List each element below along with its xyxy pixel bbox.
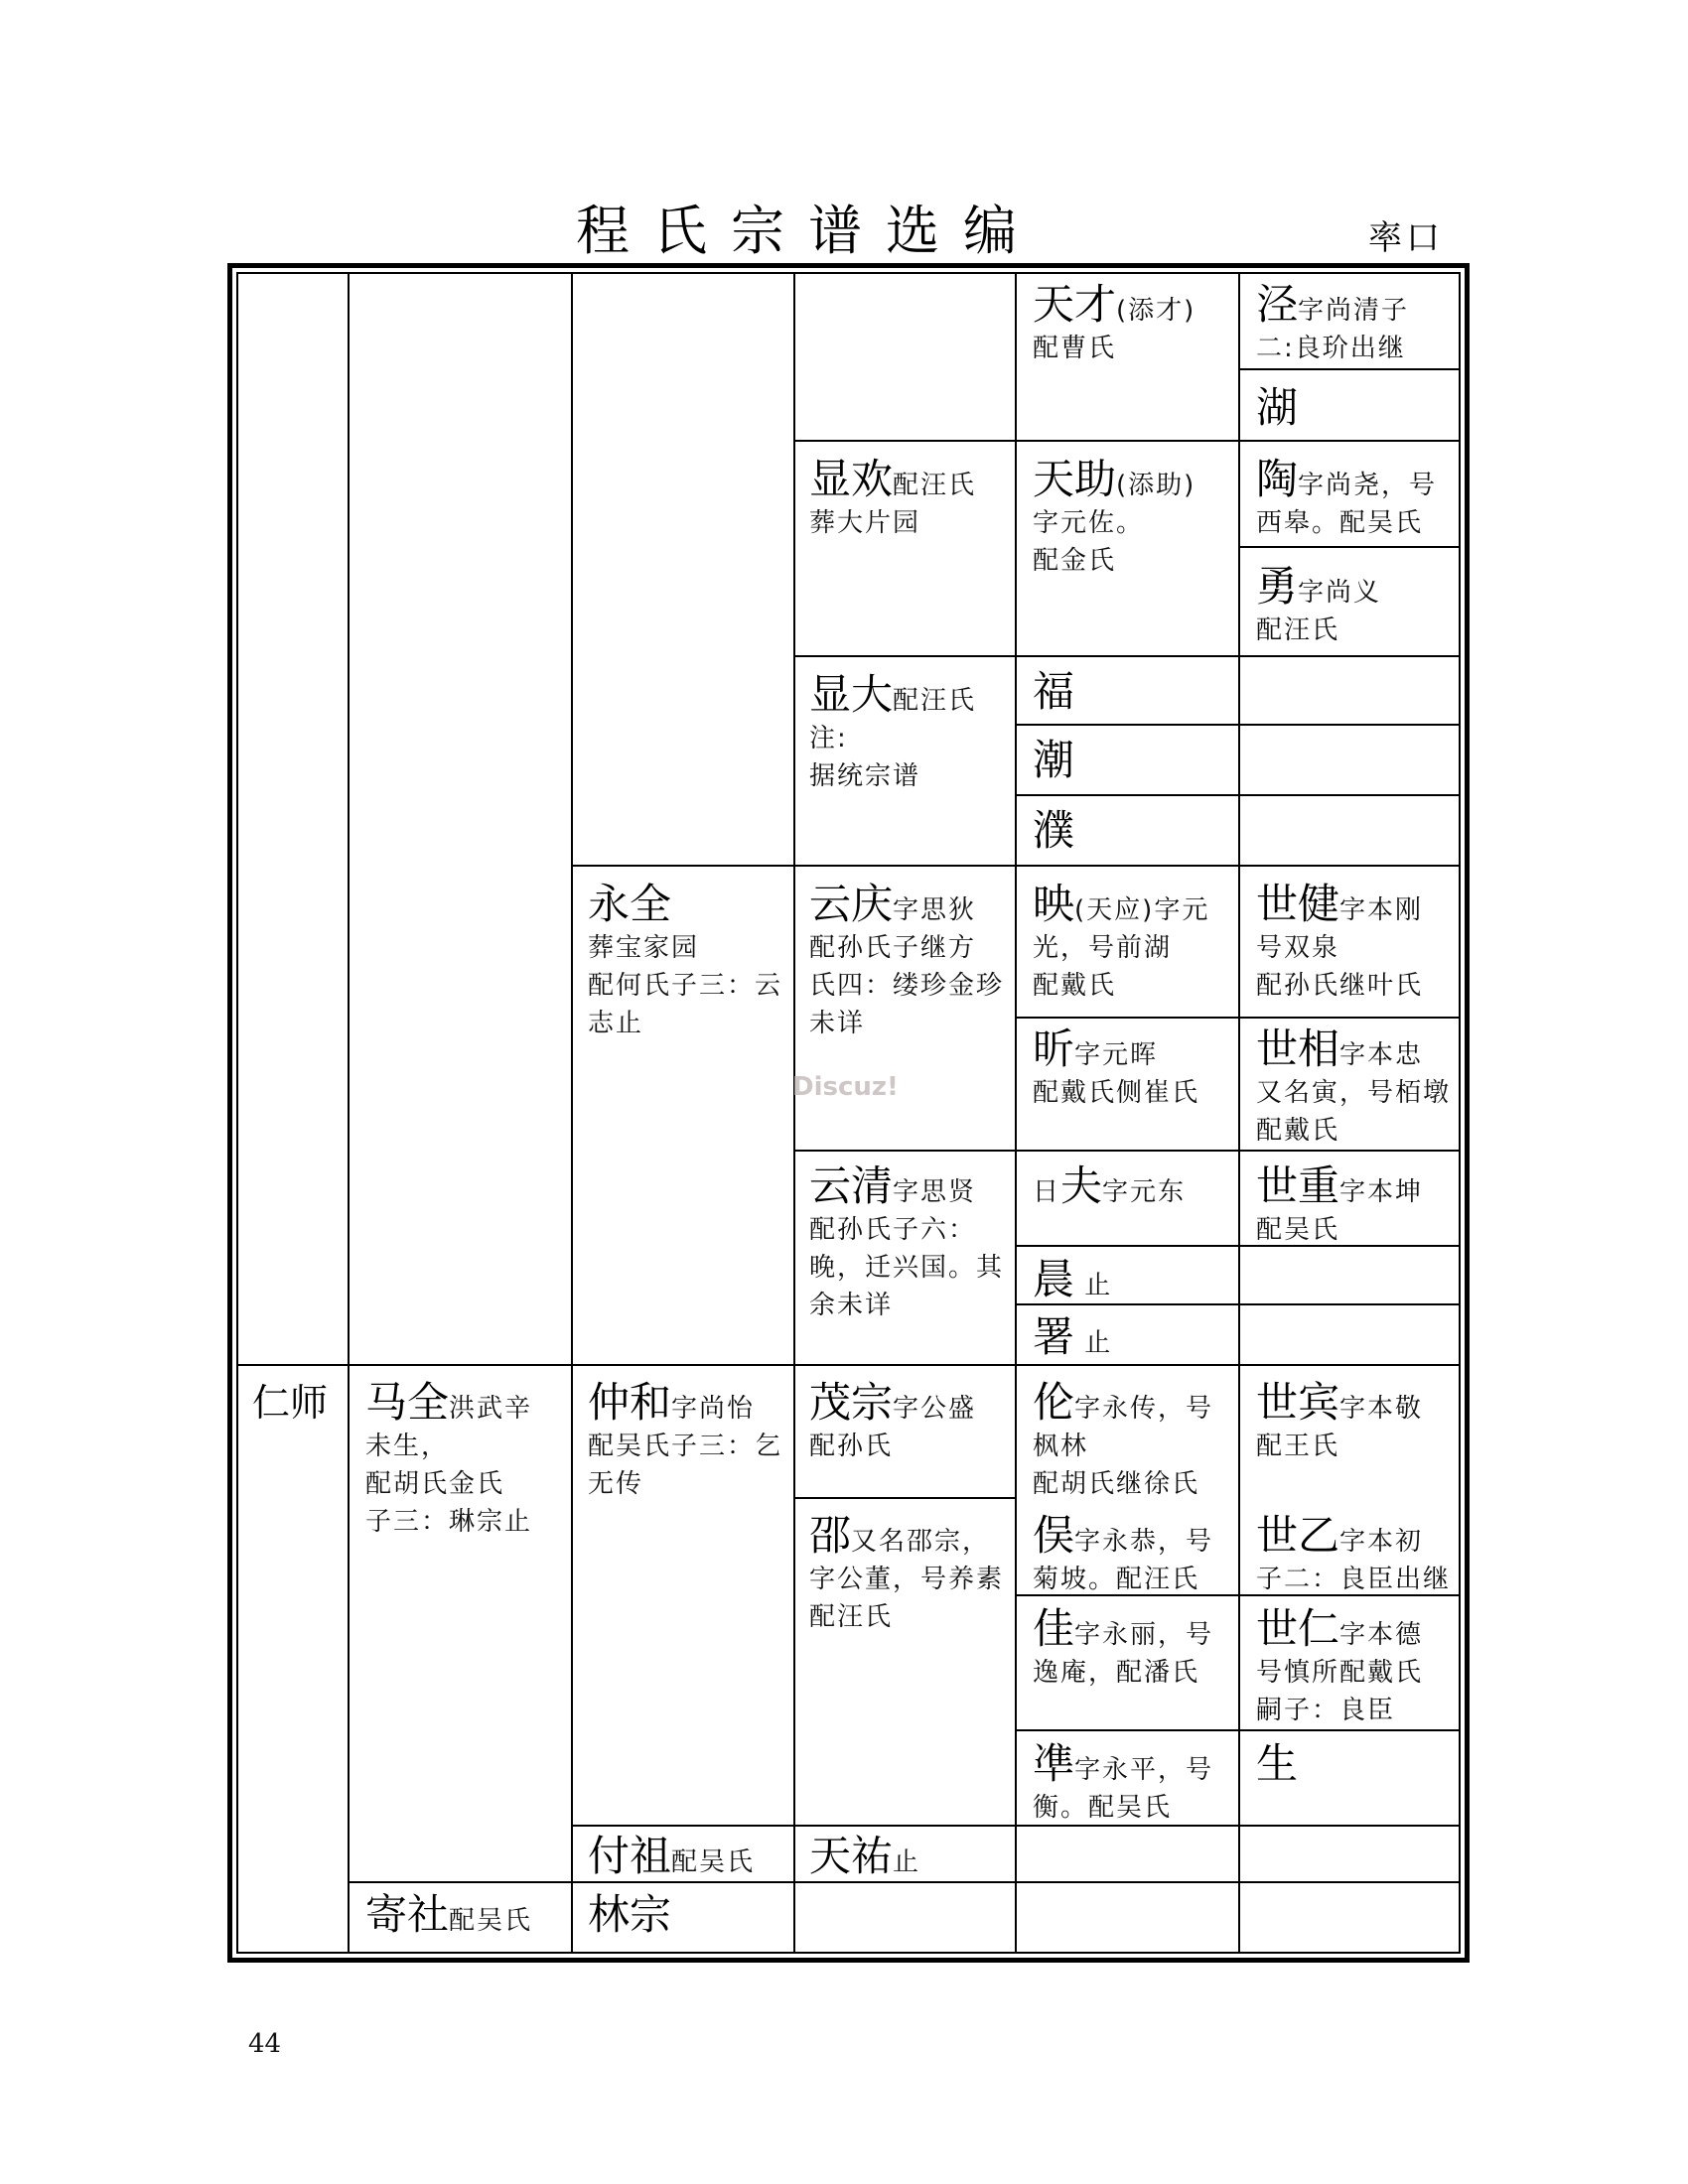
row-divider [793, 655, 1460, 657]
entry-desc: 字本刚 [1339, 895, 1424, 925]
entry-yunqing2 [809, 1161, 1013, 1324]
entry-shao [809, 1511, 1013, 1636]
entry-shijian [1256, 880, 1460, 1005]
entry-note: 配吴氏子三：乞 [588, 1432, 783, 1461]
person-name: 世相 [1256, 1024, 1340, 1073]
entry-desc: 配汪氏 [893, 686, 977, 716]
entry-tianzhu [1033, 455, 1231, 580]
entry-linzong [588, 1890, 791, 1940]
row-divider [793, 440, 1460, 442]
entry-note: 逸庵，配潘氏 [1033, 1658, 1200, 1688]
entry-desc: 字尚尧，号 [1298, 471, 1438, 500]
person-name: 世健 [1256, 880, 1340, 928]
row-divider [1015, 1017, 1460, 1019]
entry-desc: 字思狄 [893, 895, 977, 925]
person-name: 署 [1033, 1312, 1075, 1361]
row-divider [1015, 794, 1460, 796]
column-divider [1238, 272, 1240, 1954]
row-divider [571, 1825, 1460, 1827]
entry-desc: 字本德 [1339, 1620, 1424, 1650]
entry-shizhong [1256, 1161, 1460, 1249]
person-name: 天祐 [809, 1832, 894, 1880]
page-title: 程氏宗谱选编 [576, 200, 1041, 262]
entry-note: 字公董，号养素 [809, 1565, 1005, 1594]
entry-note: 光，号前湖 [1033, 933, 1173, 963]
entry-fu [1033, 667, 1231, 717]
entry-note: 配金氏 [1033, 546, 1117, 576]
entry-note: 西皋。配吴氏 [1256, 508, 1424, 538]
entry-desc: 字思贤 [893, 1177, 977, 1207]
row-divider [793, 1497, 1015, 1499]
entry-note: 葬宝家园 [588, 933, 700, 963]
entry-note: 配吴氏 [1256, 1215, 1340, 1245]
person-name: 勇 [1256, 562, 1299, 611]
entry-desc: 字尚义 [1298, 578, 1382, 608]
entry-desc: 字本敬 [1339, 1394, 1424, 1424]
entry-note: 葬大片园 [809, 508, 921, 538]
person-name: 泾 [1256, 280, 1299, 329]
alt-name: (添助) [1116, 471, 1196, 500]
entry-desc: 字永传，号 [1074, 1394, 1214, 1424]
table-inner-border-top [236, 272, 1461, 274]
person-name: 显大 [809, 670, 894, 719]
column-divider [348, 272, 350, 1954]
person-name: 映 [1033, 880, 1075, 928]
entry-note: 未生， [365, 1432, 450, 1461]
person-name: 世乙 [1256, 1511, 1340, 1560]
entry-desc: 洪武辛 [449, 1394, 533, 1424]
person-name: 付祖 [588, 1832, 672, 1880]
entry-note: 配孙氏 [809, 1432, 894, 1461]
entry-desc: 字永恭，号 [1074, 1527, 1214, 1557]
person-name: 陶 [1256, 455, 1299, 503]
entry-desc: 字公盛 [893, 1394, 977, 1424]
row-divider [236, 1364, 1460, 1366]
entry-sheng [1256, 1739, 1460, 1789]
entry-prefix: 日 [1033, 1177, 1061, 1207]
column-divider [571, 272, 573, 1954]
entry-desc: 配汪氏 [893, 471, 977, 500]
entry-note: 据统宗谱 [809, 761, 921, 791]
entry-note: 配胡氏金氏 [365, 1469, 505, 1499]
row-divider [1015, 724, 1460, 726]
entry-note: 无传 [588, 1469, 644, 1499]
entry-note: 晚，迁兴国。其 [809, 1253, 1005, 1283]
entry-chao [1033, 736, 1231, 785]
entry-note: 配戴氏 [1256, 1116, 1340, 1146]
entry-note: 配孙氏子六： [809, 1215, 977, 1245]
entry-fu2 [1033, 1161, 1236, 1211]
entry-note: 配戴氏侧崔氏 [1033, 1078, 1200, 1108]
entry-shibin [1256, 1378, 1460, 1465]
entry-maozong [809, 1378, 1013, 1465]
entry-zhun [1033, 1739, 1236, 1827]
entry-desc: 字本忠 [1339, 1040, 1424, 1070]
person-name: 夫 [1060, 1161, 1103, 1210]
entry-desc: 字永平，号 [1074, 1755, 1214, 1785]
entry-chen [1033, 1255, 1236, 1304]
entry-desc: 字永丽，号 [1074, 1620, 1214, 1650]
person-name: 茂宗 [809, 1378, 894, 1427]
person-name: 俣 [1033, 1511, 1075, 1560]
entry-note: 子三：琳宗止 [365, 1507, 533, 1537]
person-name: 林宗 [588, 1890, 672, 1939]
person-name: 显欢 [809, 455, 894, 503]
entry-note: 二:良玠出继 [1256, 334, 1406, 363]
entry-note: 号慎所配戴氏 [1256, 1658, 1424, 1688]
entry-note: 余未详 [809, 1291, 894, 1320]
alt-name: (添才) [1116, 296, 1196, 326]
entry-maquan [365, 1378, 569, 1541]
person-name: 寄社 [365, 1890, 450, 1939]
place-label: 率口 [1368, 218, 1444, 258]
entry-fuzu [588, 1832, 791, 1881]
entry-tiancai [1033, 280, 1231, 367]
watermark: Discuz! [792, 1072, 899, 1102]
entry-yong [1256, 562, 1455, 649]
column-divider [1015, 272, 1017, 1954]
person-name: 生 [1256, 1739, 1299, 1788]
entry-desc: 配吴氏 [671, 1847, 756, 1877]
person-name: 世重 [1256, 1161, 1340, 1210]
entry-xianda [809, 670, 1008, 795]
entry-shiyi [1256, 1511, 1460, 1598]
person-name: 濮 [1033, 806, 1075, 855]
person-name: 永全 [588, 880, 672, 928]
person-name: 福 [1033, 667, 1075, 716]
entry-shu [1033, 1312, 1236, 1362]
entry-note: 配王氏 [1256, 1432, 1340, 1461]
entry-note: 配汪氏 [809, 1602, 894, 1632]
person-name: 世仁 [1256, 1604, 1340, 1653]
entry-note: 配汪氏 [1256, 615, 1340, 645]
person-name: 云清 [809, 1161, 894, 1210]
entry-desc: 字元东 [1102, 1177, 1187, 1207]
entry-note: 配孙氏继叶氏 [1256, 971, 1424, 1001]
entry-note: 衡。配吴氏 [1033, 1793, 1173, 1823]
entry-xianhuan [809, 455, 1008, 542]
person-name: 潮 [1033, 736, 1075, 784]
entry-shixiang [1256, 1024, 1460, 1150]
entry-desc: 配吴氏 [449, 1906, 533, 1936]
person-name: 邵 [809, 1511, 852, 1560]
entry-note: 号双泉 [1256, 933, 1340, 963]
entry-xin [1033, 1024, 1236, 1112]
page-number: 44 [248, 2029, 282, 2059]
entry-desc: 字尚清子 [1298, 296, 1410, 326]
column-divider [793, 272, 795, 1954]
person-name: 仲和 [588, 1378, 672, 1427]
entry-desc: 止 [1084, 1328, 1113, 1358]
entry-desc: 字元晖 [1074, 1040, 1159, 1070]
entry-note: 配曹氏 [1033, 334, 1117, 363]
person-name: 昕 [1033, 1024, 1075, 1073]
entry-note: 字元佐。 [1033, 508, 1145, 538]
entry-desc: 止 [1084, 1271, 1113, 1300]
person-name: 湖 [1256, 383, 1299, 432]
entry-note: 氏四：缕珍金珍 [809, 971, 1005, 1001]
entry-yu [1033, 1511, 1236, 1598]
entry-yunqing [809, 880, 1013, 1042]
entry-ying [1033, 880, 1236, 1005]
entry-desc: 字本坤 [1339, 1177, 1424, 1207]
entry-note: 注: [809, 724, 848, 753]
entry-desc: 又名邵宗， [851, 1527, 991, 1557]
row-divider [571, 865, 1460, 867]
entry-jia [1033, 1604, 1236, 1692]
person-name: 佳 [1033, 1604, 1075, 1653]
table-inner-border-bottom [236, 1952, 1461, 1954]
entry-desc: 字元 [1154, 895, 1210, 925]
row-divider [348, 1881, 1460, 1883]
entry-note: 子二：良臣出继 [1256, 1565, 1452, 1594]
entry-yongquan [588, 880, 786, 1042]
entry-lun [1033, 1378, 1236, 1503]
entry-note: 配戴氏 [1033, 971, 1117, 1001]
entry-pu [1033, 806, 1231, 856]
person-name: 凖 [1033, 1739, 1075, 1788]
person-name: 天才 [1033, 280, 1117, 329]
entry-note: 配孙氏子继方 [809, 933, 977, 963]
entry-jing [1256, 280, 1455, 367]
entry-note: 配何氏子三：云 [588, 971, 783, 1001]
entry-zhonghe [588, 1378, 791, 1503]
person-name: 仁师 [252, 1381, 329, 1425]
person-name: 世宾 [1256, 1378, 1340, 1427]
entry-note: 菊坡。配汪氏 [1033, 1565, 1200, 1594]
entry-hu [1256, 383, 1455, 433]
person-name: 晨 [1033, 1255, 1075, 1303]
person-name: 伦 [1033, 1378, 1075, 1427]
row-divider [1015, 1729, 1460, 1731]
entry-note: 又名寅，号栢墩 [1256, 1078, 1452, 1108]
entry-note: 嗣子：良臣 [1256, 1696, 1396, 1725]
entry-note: 配胡氏继徐氏 [1033, 1469, 1200, 1499]
entry-tao [1256, 455, 1455, 542]
row-divider [793, 1150, 1460, 1152]
person-name: 马全 [365, 1378, 450, 1427]
entry-shiren [1256, 1604, 1460, 1729]
person-name: 云庆 [809, 880, 894, 928]
table-inner-border-left [236, 272, 238, 1954]
row-divider [1238, 368, 1460, 370]
row-divider [1238, 546, 1460, 548]
entry-note: 志止 [588, 1009, 644, 1038]
entry-desc: 字尚怡 [671, 1394, 756, 1424]
person-name: 天助 [1033, 455, 1117, 503]
entry-jishe [365, 1890, 569, 1940]
alt-name: (天应) [1074, 895, 1155, 925]
entry-note: 未详 [809, 1009, 866, 1038]
entry-desc: 止 [893, 1847, 921, 1877]
entry-note: 枫林 [1033, 1432, 1089, 1461]
entry-renshi [252, 1378, 347, 1428]
entry-tianyou [809, 1832, 1013, 1881]
entry-desc: 字本初 [1339, 1527, 1424, 1557]
